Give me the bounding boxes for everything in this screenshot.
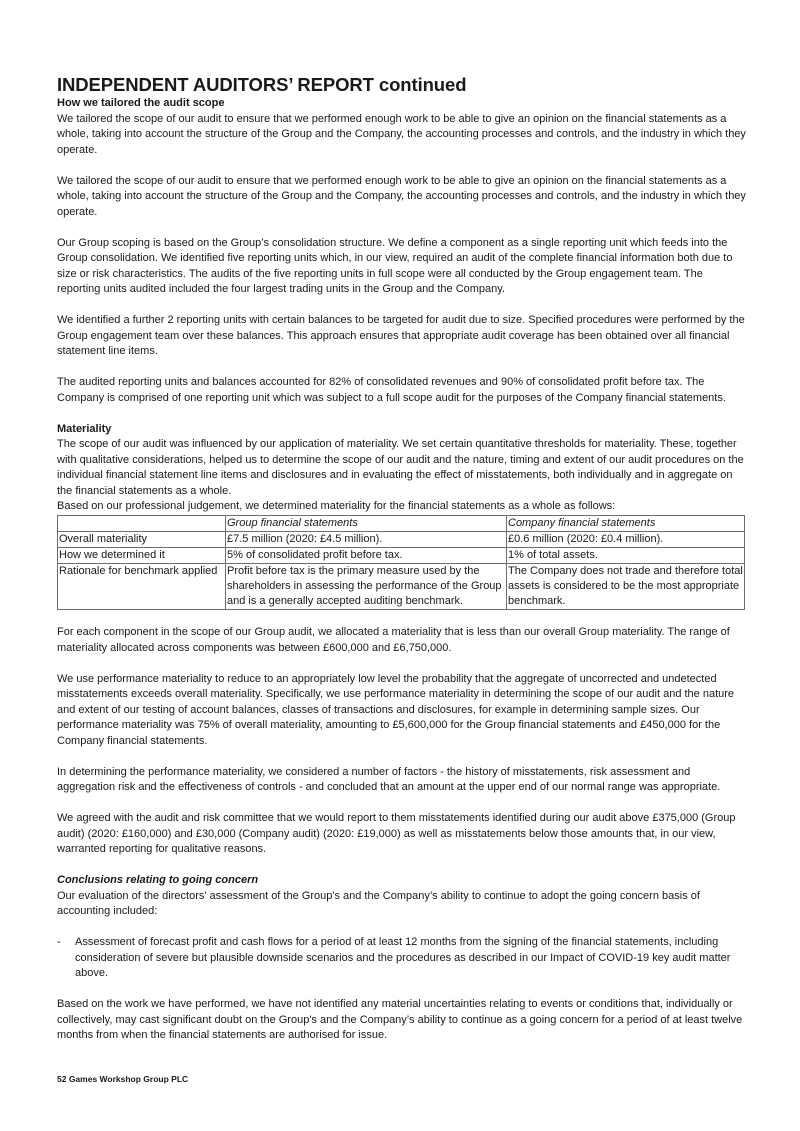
row-label: How we determined it (58, 547, 226, 563)
table-header-cell: Company financial statements (507, 515, 745, 531)
going-concern-intro: Our evaluation of the directors’ assessment of the Group's and the Company’s ability to continue to adopt the going concern basis of accounting included: (57, 889, 700, 917)
page-footer: 52 Games Workshop Group PLC (57, 1074, 189, 1084)
page-title: INDEPENDENT AUDITORS’ REPORT continued (57, 74, 467, 95)
table-header-cell: Group financial statements (226, 515, 507, 531)
materiality-table-intro: Based on our professional judgement, we determined materiality for the financial statements as a whole as follows: (57, 500, 616, 512)
table-header-cell (58, 515, 226, 531)
table-row (58, 531, 745, 547)
company-value: £0.6 million (2020: £0.4 million). (507, 531, 745, 547)
materiality-paragraph: We use performance materiality to reduce to an appropriately low level the probability that the aggregate of uncorrected and undetected misstatements exceeds overall materiality. Specifically, we use performance materiality in determining the scope of our audit and the nature and extent of our testing of account balances, classes of transactions and disclosures, for example in determining sample sizes. Our performance materiality was 75% of overall materiality, amounting to £5,600,000 for the Group financial statements and £450,000 for the Company financial statements. (57, 672, 735, 747)
table-header-row (58, 515, 745, 531)
bullet-marker: - (57, 936, 61, 948)
company-value: 1% of total assets. (507, 547, 745, 563)
going-concern-heading: Conclusions relating to going concern (57, 874, 259, 886)
scope-paragraph: We identified a further 2 reporting units with certain balances to be targeted for audit due to size. Specified procedures were performed by the Group engagement team over these balances. This approach ensures that appropriate audit coverage has been obtained over all financial statement line items. (57, 314, 745, 357)
audit-scope-heading: How we tailored the audit scope (57, 97, 225, 109)
materiality-paragraph: In determining the performance materiality, we considered a number of factors - the history of misstatements, risk assessment and aggregation risk and the effectiveness of controls - and concluded that an amount at the upper end of our normal range was appropriate. (57, 765, 721, 793)
materiality-heading: Materiality (57, 422, 112, 435)
materiality-table (57, 515, 745, 610)
scope-paragraph: We tailored the scope of our audit to ensure that we performed enough work to be able to give an opinion on the financial statements as a whole, taking into account the structure of the Group and the Company, the accounting processes and controls, and the industry in which they operate. (57, 112, 746, 156)
report-page (57, 74, 747, 1044)
group-value: 5% of consolidated profit before tax. (226, 547, 507, 563)
scope-paragraph: Our Group scoping is based on the Group’s consolidation structure. We define a component as a single reporting unit which feeds into the Group consolidation. We identified five reporting units which, in our view, required an audit of the complete financial information both due to size or risk characteristics. The audits of the five reporting units in full scope were all conducted by the Group engagement team. The reporting units audited included the four largest trading units in the Group and the Company. (57, 236, 733, 295)
row-label: Overall materiality (58, 531, 226, 547)
company-value: The Company does not trade and therefore total assets is considered to be the most appropriate benchmark. (507, 563, 745, 609)
materiality-intro: The scope of our audit was influenced by our application of materiality. We set certain quantitative thresholds for materiality. These, together with qualitative considerations, helped us to determine the scope of our audit and the nature, timing and extent of our audit procedures on the individual financial statement line items and disclosures and in evaluating the effect of misstatements, both individually and in aggregate on the financial statements as a whole. (57, 438, 744, 497)
list-item (57, 935, 747, 982)
bullet-text: Assessment of forecast profit and cash flows for a period of at least 12 months from the signing of the financial statements, including consideration of severe but plausible downside scenarios and the procedures as described in our Impact of COVID-19 key audit matter above. (75, 936, 731, 979)
going-concern-conclusion: Based on the work we have performed, we have not identified any material uncertainties relating to events or conditions that, individually or collectively, may cast significant doubt on the Group's and the Company’s ability to continue as a going concern for a period of at least twelve months from when the financial statements are authorised for issue. (57, 998, 743, 1041)
group-value: Profit before tax is the primary measure used by the shareholders in assessing the performance of the Group and is a generally accepted auditing benchmark. (226, 563, 507, 609)
row-label: Rationale for benchmark applied (58, 563, 226, 609)
scope-paragraph: We tailored the scope of our audit to ensure that we performed enough work to be able to give an opinion on the financial statements as a whole, taking into account the structure of the Group and the Company, the accounting processes and controls, and the industry in which they operate. (57, 174, 746, 218)
table-row (58, 547, 745, 563)
group-value: £7.5 million (2020: £4.5 million). (226, 531, 507, 547)
materiality-paragraph: For each component in the scope of our Group audit, we allocated a materiality that is less than our overall Group materiality. The range of materiality allocated across components was between £600,000 and £6,750,000. (57, 626, 730, 654)
materiality-paragraph: We agreed with the audit and risk committee that we would report to them misstatements identified during our audit above £375,000 (Group audit) (2020: £160,000) and £30,000 (Company audit) (2020: £19,000) as well as misstatements below those amounts that, in our view, warranted reporting for qualitative reasons. (57, 812, 736, 855)
scope-paragraph: The audited reporting units and balances accounted for 82% of consolidated revenues and 90% of consolidated profit before tax. The Company is comprised of one reporting unit which was subject to a full scope audit for the purposes of the Company financial statements. (57, 376, 726, 404)
table-row (58, 563, 745, 609)
